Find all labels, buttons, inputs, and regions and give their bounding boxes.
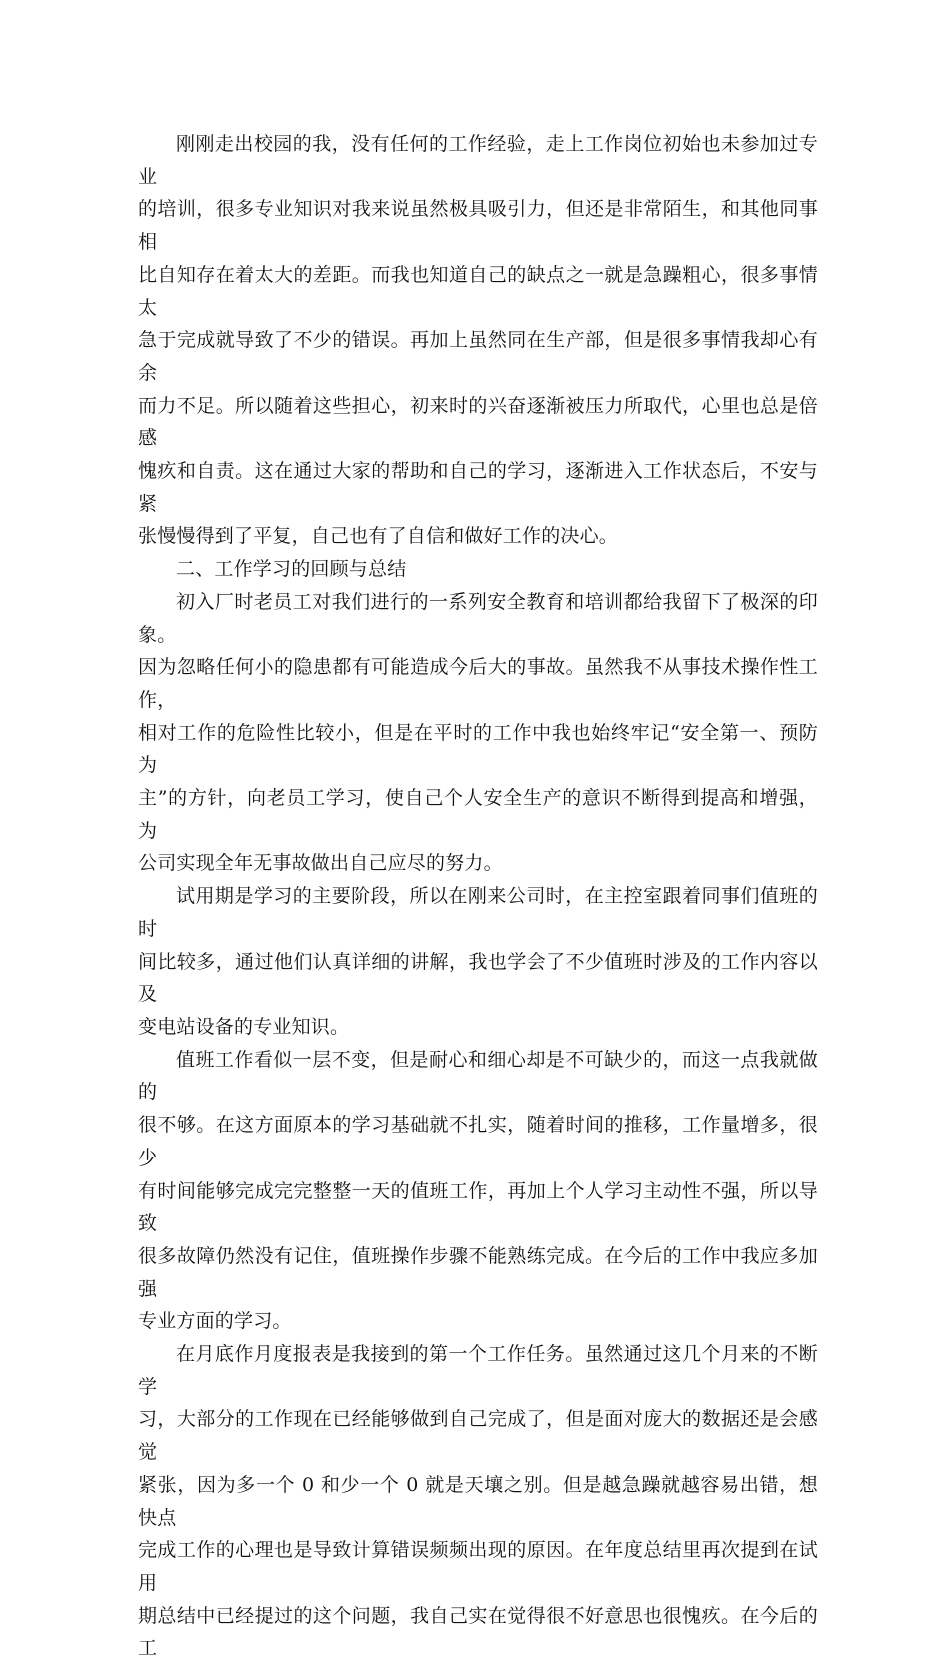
text-line: 试用期是学习的主要阶段，所以在刚来公司时，在主控室跟着同事们值班的时 <box>138 885 818 940</box>
text-line: 相对工作的危险性比较小，但是在平时的工作中我也始终牢记“安全第一、预防为 <box>138 721 818 777</box>
text-line: 专业方面的学习。 <box>138 1310 292 1333</box>
text-line: 愧疚和自责。这在通过大家的帮助和自己的学习，逐渐进入工作状态后，不安与紧 <box>138 460 818 515</box>
text-line: 变电站设备的专业知识。 <box>138 1015 350 1038</box>
text-line: 间比较多，通过他们认真详细的讲解，我也学会了不少值班时涉及的工作内容以及 <box>138 950 818 1006</box>
paragraph <box>138 1044 818 1338</box>
section-heading <box>138 553 818 586</box>
text-line: 急于完成就导致了不少的错误。再加上虽然同在生产部，但是很多事情我却心有余 <box>138 329 818 384</box>
text-line: 完成工作的心理也是导致计算错误频频出现的原因。在年度总结里再次提到在试用 <box>138 1539 818 1594</box>
text-line: 比自知存在着太大的差距。而我也知道自己的缺点之一就是急躁粗心，很多事情太 <box>138 263 818 319</box>
text-line: 习，大部分的工作现在已经能够做到自己完成了，但是面对庞大的数据还是会感觉 <box>138 1408 818 1464</box>
paragraph <box>138 586 818 880</box>
text-line: 的培训，很多专业知识对我来说虽然极具吸引力，但还是非常陌生，和其他同事相 <box>138 198 818 254</box>
text-line: 刚刚走出校园的我，没有任何的工作经验，走上工作岗位初始也未参加过专业 <box>138 133 818 188</box>
text-line: 主”的方针，向老员工学习，使自己个人安全生产的意识不断得到提高和增强，为 <box>138 787 818 842</box>
paragraph <box>138 128 818 553</box>
text-line: 在月底作月度报表是我接到的第一个工作任务。虽然通过这几个月来的不断学 <box>138 1343 818 1398</box>
text-line: 值班工作看似一层不变，但是耐心和细心却是不可缺少的，而这一点我就做的 <box>138 1048 818 1104</box>
text-line: 很多故障仍然没有记住，值班操作步骤不能熟练完成。在今后的工作中我应多加强 <box>138 1244 818 1300</box>
text-line: 因为忽略任何小的隐患都有可能造成今后大的事故。虽然我不从事技术操作性工作， <box>138 656 818 711</box>
text-line: 初入厂时老员工对我们进行的一系列安全教育和培训都给我留下了极深的印象。 <box>138 590 818 646</box>
text-line: 很不够。在这方面原本的学习基础就不扎实，随着时间的推移，工作量增多，很少 <box>138 1114 818 1169</box>
text-line: 公司实现全年无事故做出自己应尽的努力。 <box>138 852 503 875</box>
text-line: 有时间能够完成完完整整一天的值班工作，再加上个人学习主动性不强，所以导致 <box>138 1179 818 1235</box>
text-line: 二、工作学习的回顾与总结 <box>176 558 407 581</box>
text-line: 期总结中已经提过的这个问题，我自己实在觉得很不好意思也很愧疚。在今后的工 <box>138 1604 818 1660</box>
paragraph <box>138 880 818 1044</box>
text-line: 张慢慢得到了平复，自己也有了自信和做好工作的决心。 <box>138 525 619 548</box>
text-line: 而力不足。所以随着这些担心，初来时的兴奋逐渐被压力所取代，心里也总是倍感 <box>138 394 818 450</box>
paragraph <box>138 1338 818 1665</box>
text-line: 紧张，因为多一个 0 和少一个 0 就是天壤之别。但是越急躁就越容易出错，想快点 <box>138 1473 818 1529</box>
document-body <box>138 128 818 1665</box>
